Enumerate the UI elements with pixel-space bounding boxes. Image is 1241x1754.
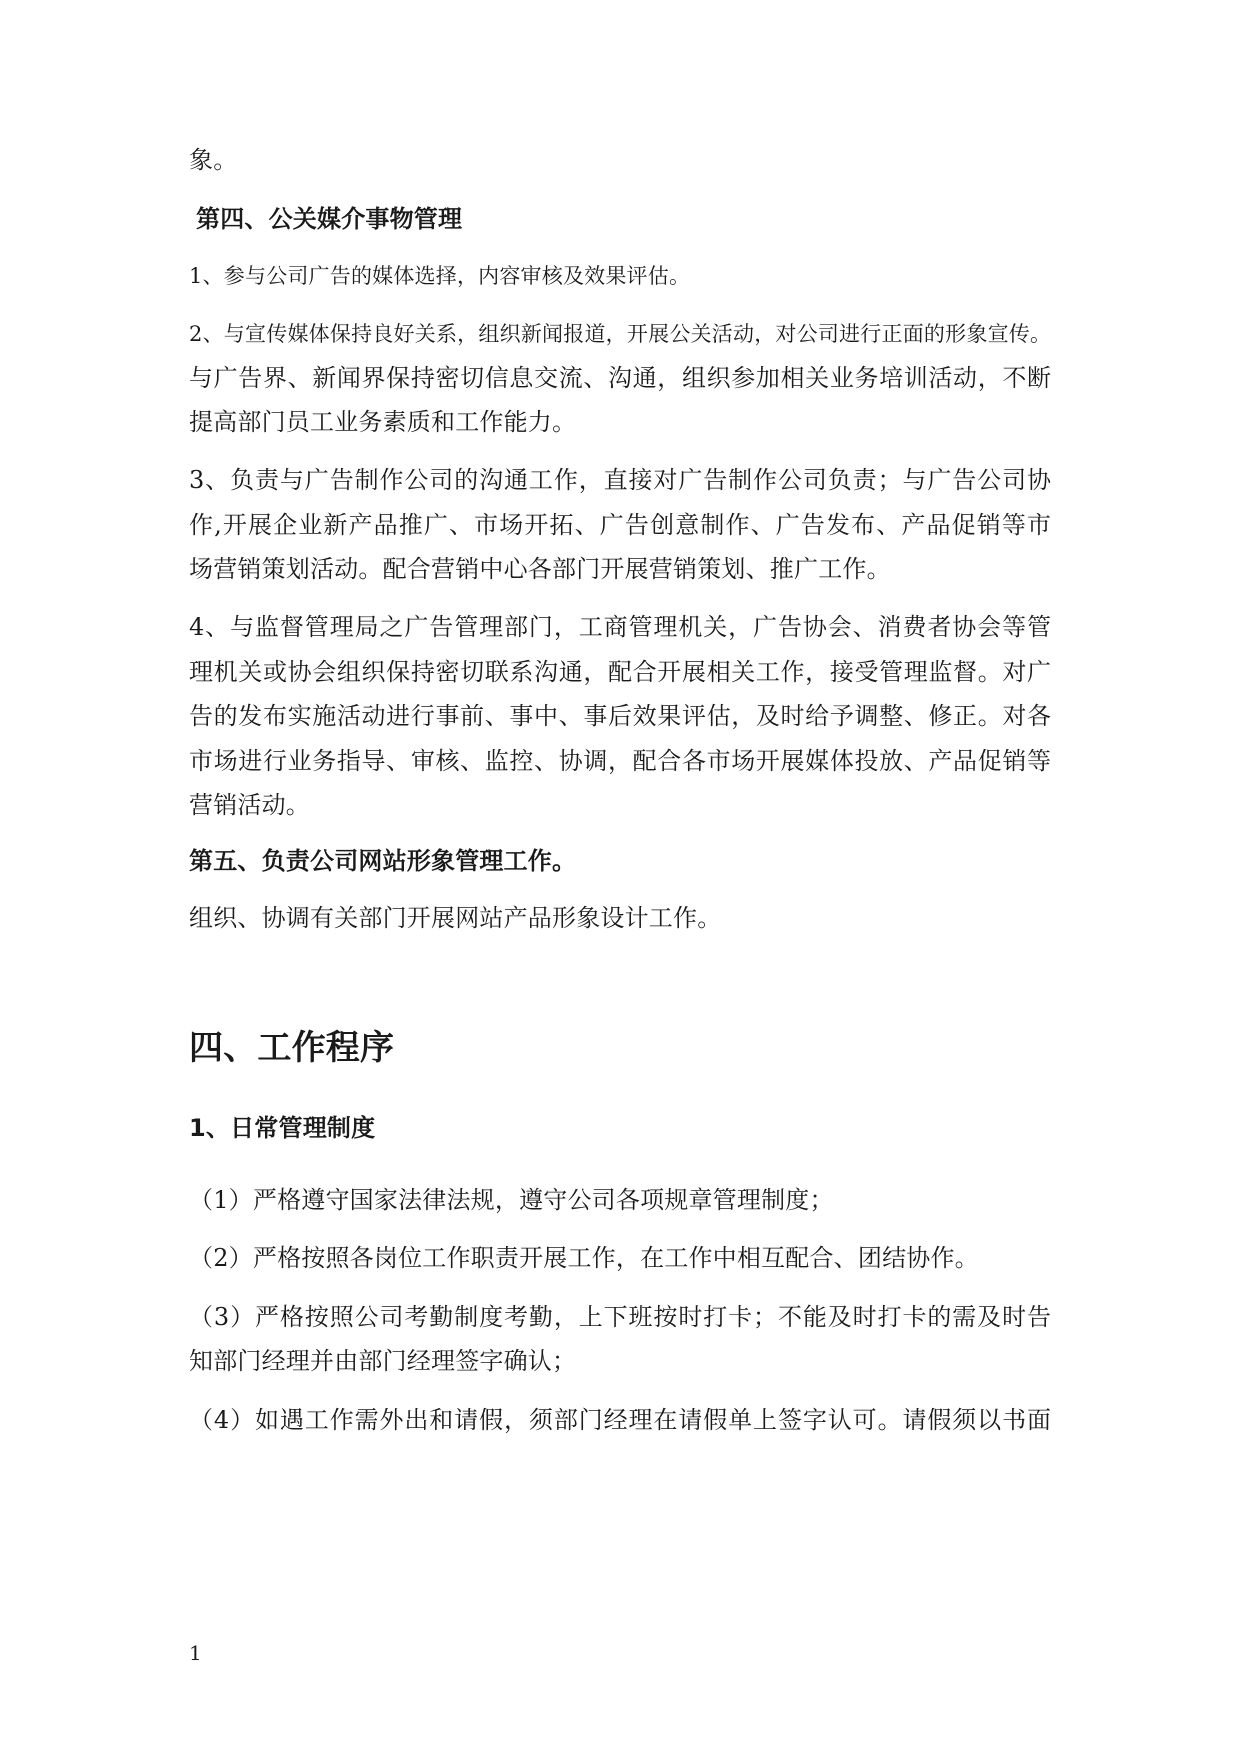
item-3-line-1: 3、负责与广告制作公司的沟通工作，直接对广告制作公司负责；与广告公司协 bbox=[189, 466, 1051, 494]
item-2-line-3: 提高部门员工业务素质和工作能力。 bbox=[189, 408, 577, 436]
item-4-line-4: 市场进行业务指导、审核、监控、协调，配合各市场开展媒体投放、产品促销等 bbox=[189, 747, 1051, 775]
page-number: 1 bbox=[189, 1641, 202, 1665]
rule-3-line-2: 知部门经理并由部门经理签字确认； bbox=[189, 1347, 577, 1375]
item-1-text: 1、参与公司广告的媒体选择，内容审核及效果评估。 bbox=[189, 264, 691, 288]
item-2-line-1: 2、与宣传媒体保持良好关系，组织新闻报道，开展公关活动，对公司进行正面的形象宣传。 bbox=[189, 322, 1051, 346]
rule-4-line-1: （4）如遇工作需外出和请假，须部门经理在请假单上签字认可。请假须以书面 bbox=[189, 1406, 1051, 1434]
rule-3-line-1: （3）严格按照公司考勤制度考勤，上下班按时打卡；不能及时打卡的需及时告 bbox=[189, 1303, 1051, 1331]
item-2-line-2: 与广告界、新闻界保持密切信息交流、沟通，组织参加相关业务培训活动，不断 bbox=[189, 364, 1051, 392]
item-4-line-1: 4、与监督管理局之广告管理部门，工商管理机关，广告协会、消费者协会等管 bbox=[189, 613, 1051, 641]
rule-2: （2）严格按照各岗位工作职责开展工作，在工作中相互配合、团结协作。 bbox=[189, 1244, 979, 1272]
item-3-line-2: 作,开展企业新产品推广、市场开拓、广告创意制作、广告发布、产品促销等市 bbox=[189, 511, 1051, 539]
item-4-line-3: 告的发布实施活动进行事前、事中、事后效果评估，及时给予调整、修正。对各 bbox=[189, 702, 1051, 730]
website-paragraph: 组织、协调有关部门开展网站产品形象设计工作。 bbox=[189, 904, 722, 932]
rule-1: （1）严格遵守国家法律法规，遵守公司各项规章管理制度； bbox=[189, 1186, 834, 1214]
subsection-heading-daily-management: 1、日常管理制度 bbox=[189, 1114, 376, 1142]
section-heading-website: 第五、负责公司网站形象管理工作。 bbox=[189, 847, 577, 875]
paragraph-continuation: 象。 bbox=[189, 146, 238, 174]
item-4-line-2: 理机关或协会组织保持密切联系沟通，配合开展相关工作，接受管理监督。对广 bbox=[189, 658, 1051, 686]
item-4-line-5: 营销活动。 bbox=[189, 791, 310, 819]
chapter-heading-work-procedure: 四、工作程序 bbox=[189, 1028, 395, 1068]
item-3-line-3: 场营销策划活动。配合营销中心各部门开展营销策划、推广工作。 bbox=[189, 555, 891, 583]
section-heading-pr-media: 第四、公关媒介事物管理 bbox=[196, 205, 463, 233]
